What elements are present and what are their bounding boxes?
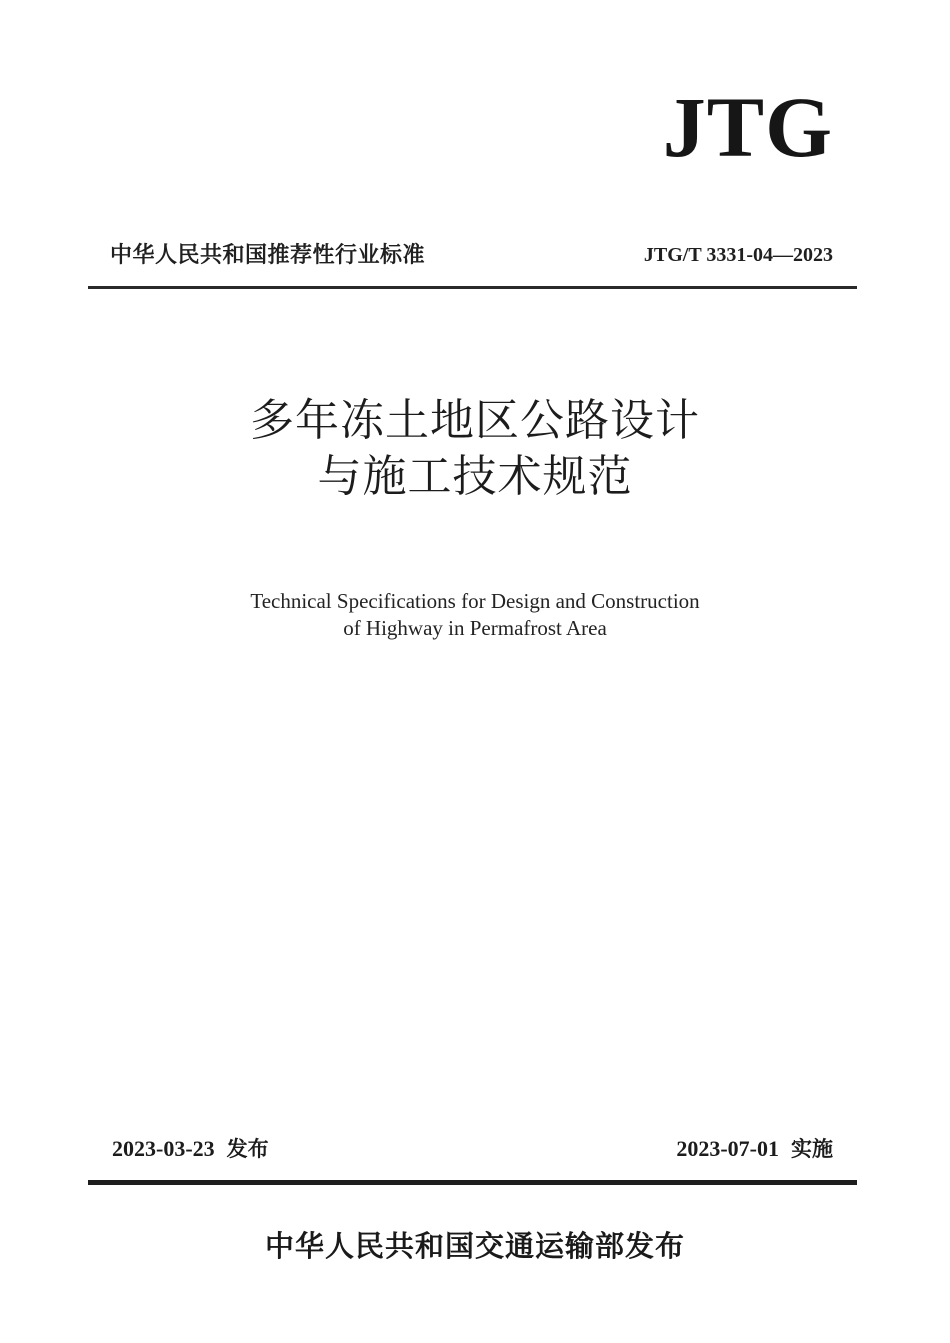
chinese-title-line-1: 多年冻土地区公路设计: [250, 395, 700, 446]
issue-date-label: 发布: [226, 1137, 269, 1161]
english-title: [0, 588, 950, 642]
english-title-line-2: of Highway in Permafrost Area: [343, 616, 607, 640]
standard-type: 中华人民共和国推荐性行业标准: [110, 243, 426, 268]
implementation-date-value: 2023-07-01: [676, 1136, 779, 1161]
publisher: 中华人民共和国交通运输部发布: [264, 1229, 685, 1263]
implementation-date-label: 实施: [791, 1137, 833, 1161]
footer-divider: [88, 1180, 857, 1185]
header-divider: [88, 286, 857, 289]
jtg-logo: JTG: [662, 79, 833, 175]
implementation-date: [676, 1133, 833, 1163]
issue-date: [112, 1133, 269, 1163]
chinese-title-line-2: 与施工技术规范: [317, 451, 633, 502]
chinese-title: [0, 393, 950, 505]
english-title-line-1: Technical Specifications for Design and Construction: [250, 589, 700, 613]
issue-date-value: 2023-03-23: [112, 1136, 215, 1161]
standard-code: JTG/T 3331-04—2023: [643, 244, 833, 266]
